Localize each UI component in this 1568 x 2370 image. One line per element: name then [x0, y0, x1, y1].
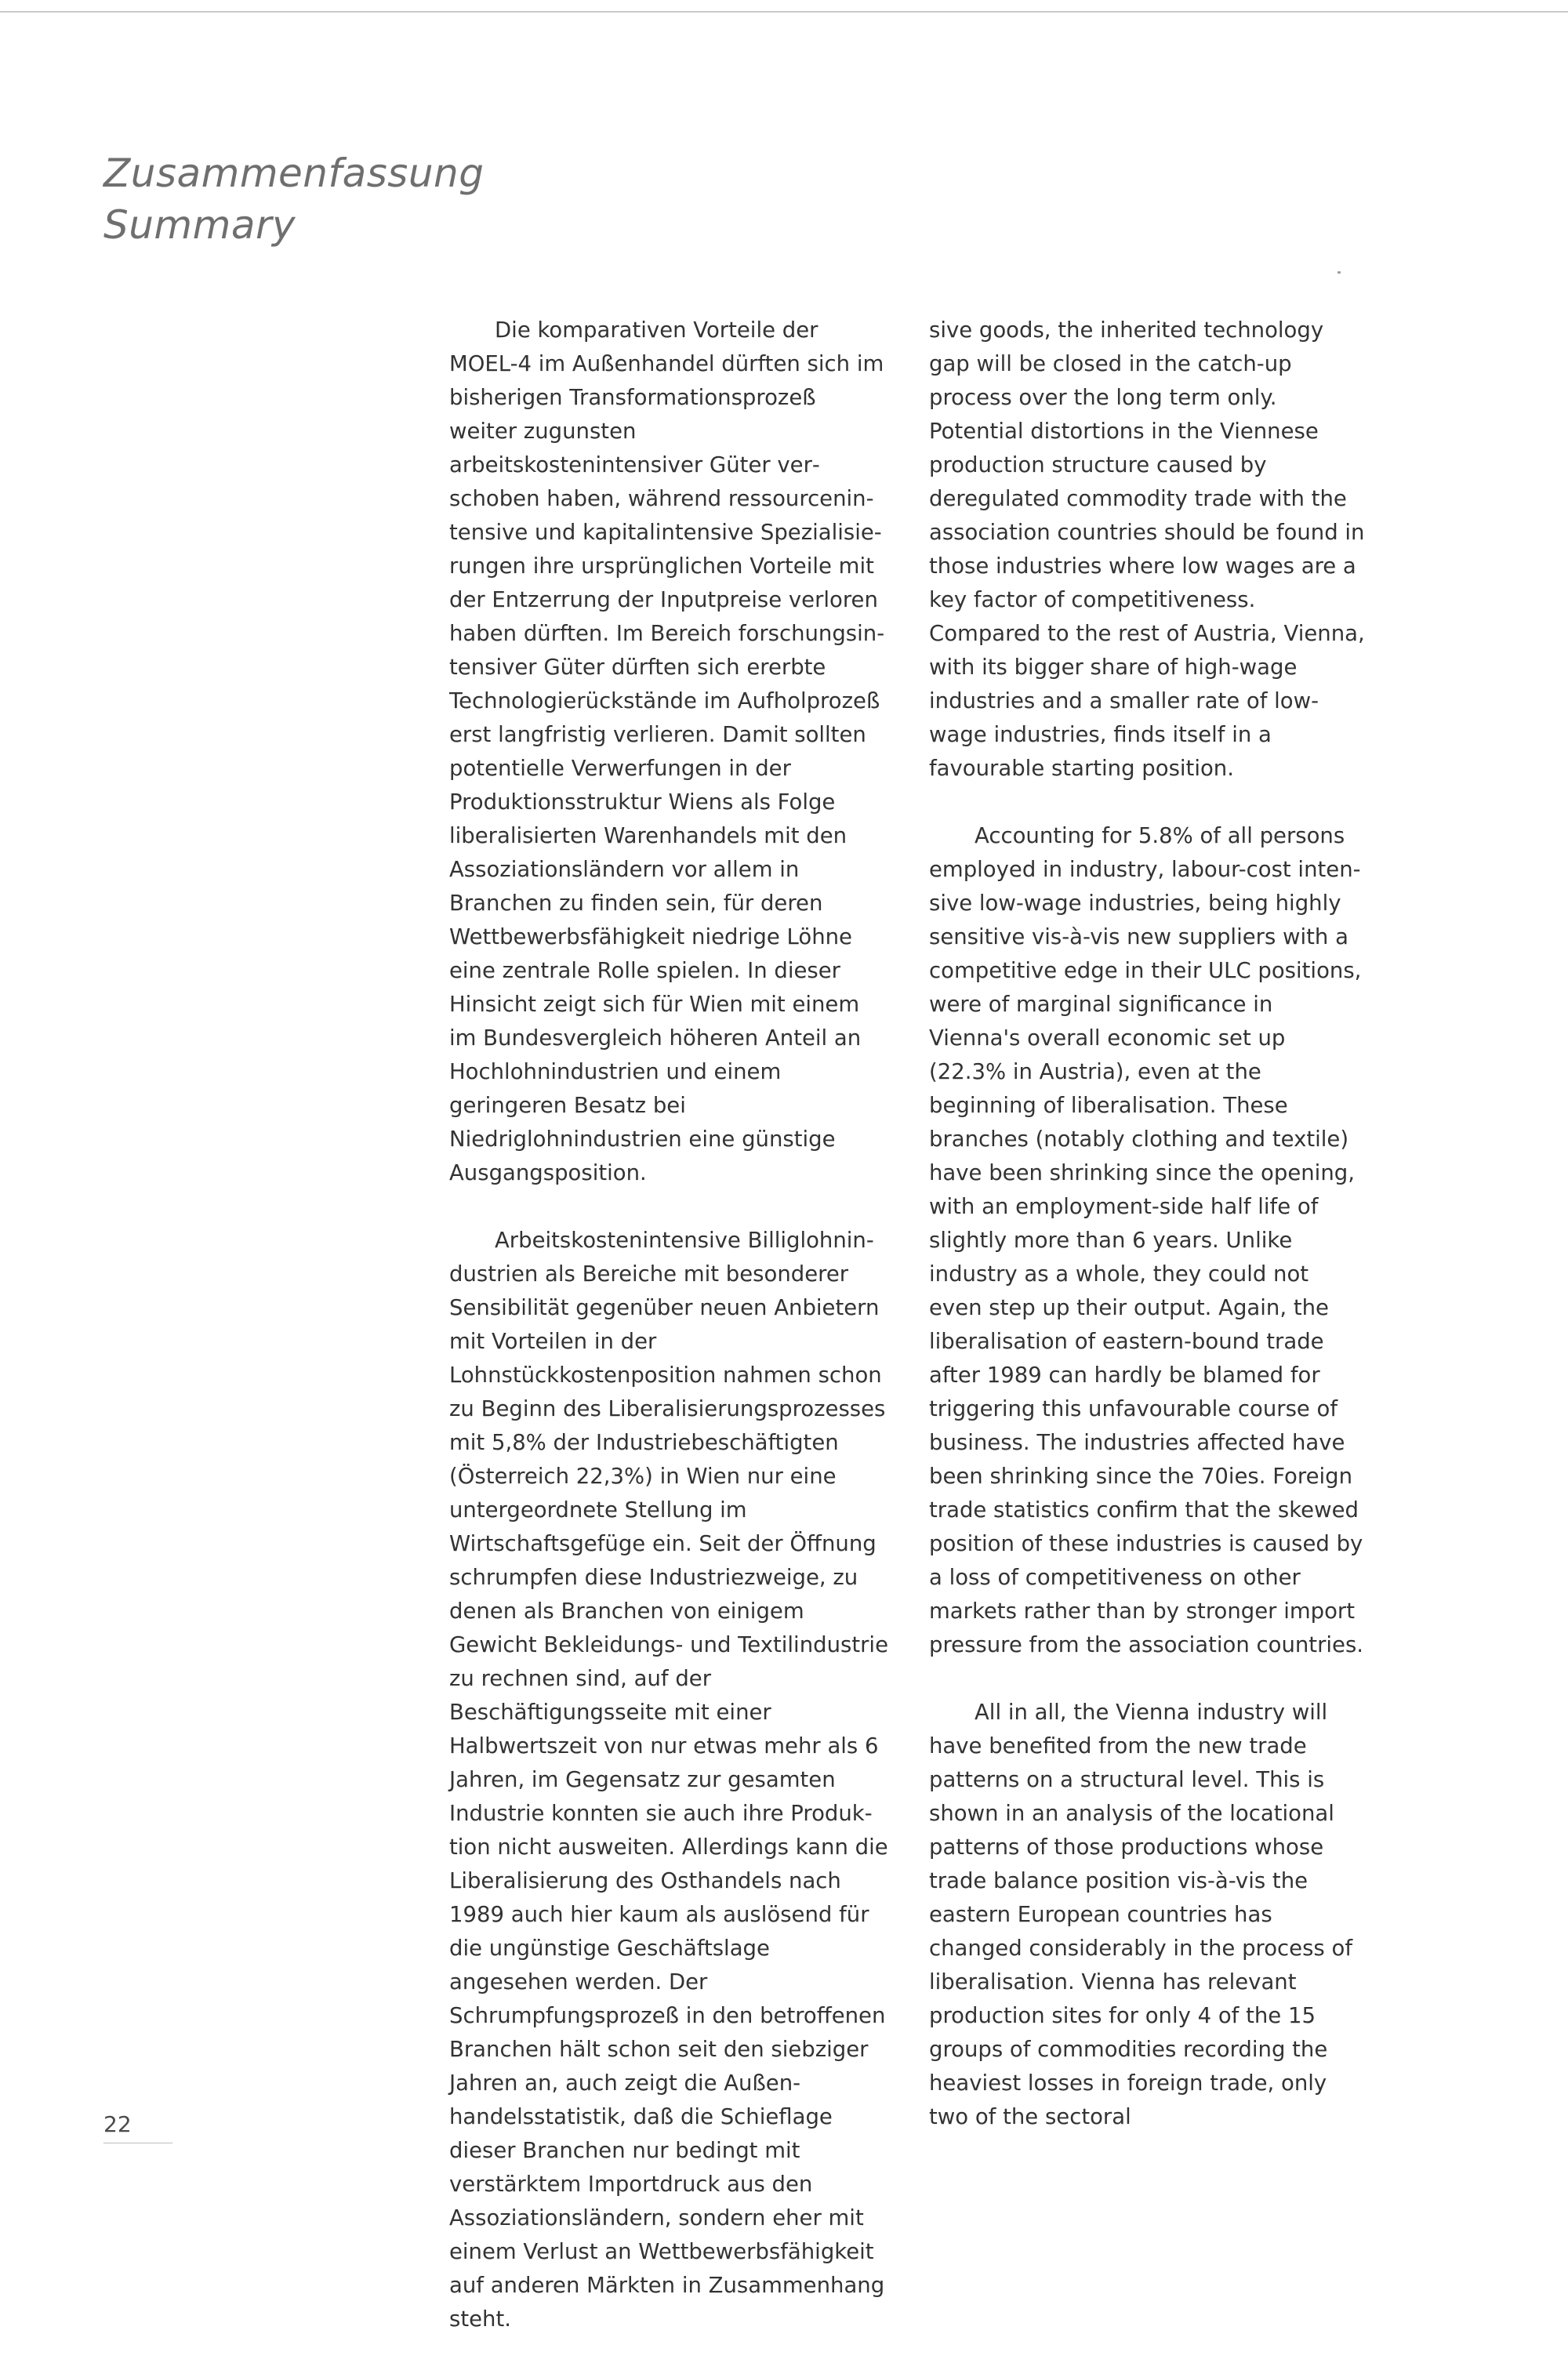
- english-paragraph-continuation: sive goods, the inherited technology gap will be closed in the catch-up process over the long term only. Potential distortions in the Viennese production structure caused by deregulated commodity trade with the association countries should be found in those industries where low wages are a key factor of competitiveness. Compared to the rest of Austria, Vienna, with its bigger share of high-wage industries and a smaller rate of low-wage industries, finds itself in a favourable starting position.: [929, 318, 1365, 781]
- english-paragraph-1: Accounting for 5.8% of all persons employed in industry, labour-cost intensive low-wage industries, being highly sensitive vis-à-vis new suppliers with a competitive edge in their ULC positions, were of marginal significance in Vienna's overall economic set up (22.3% in Austria), even at the beginning of liberalisation. These branches (notably clothing and textile) have been shrinking since the opening, with an employment-side half life of slightly more than 6 years. Unlike industry as a whole, they could not even step up their output. Again, the liberalisation of eastern-bound trade after 1989 can hardly be blamed for triggering this unfavourable course of business. The industries affected have been shrinking since the 70ies. Foreign trade statistics confirm that the skewed position of these industries is caused by a loss of competitiveness on other markets rather than by stronger import pressure from the association countries.: [929, 823, 1364, 1657]
- english-paragraph-2: All in all, the Vienna industry will have benefited from the new trade patterns on a structural level. This is shown in an analysis of the locational patterns of those productions whose trade balance position vis-à-vis the eastern European countries has changed considerably in the process of liberalisation. Vienna has relevant production sites for only 4 of the 15 groups of commodities recording the heaviest losses in foreign trade, only two of the sectoral: [929, 1700, 1352, 2129]
- page-heading: [103, 147, 484, 251]
- page-number: 22: [103, 2111, 132, 2137]
- top-rule: [0, 11, 1568, 13]
- heading-german: Zusammenfassung: [103, 151, 485, 196]
- heading-english: Summary: [103, 202, 296, 248]
- german-paragraph-1: Die komparativen Vorteile der MOEL-4 im Außenhandel dürften sich im bisherigen Transformationsprozeß weiter zugunsten arbeitskostenintensiver Güter verschoben haben, während ressourcenintensive und kapitalintensive Spezialisierungen ihre ursprünglichen Vorteile mit der Entzerrung der Inputpreise verloren haben dürften. Im Bereich forschungsintensiver Güter dürften sich ererbte Technologierückstände im Aufholprozeß erst langfristig verlieren. Damit sollten potentielle Verwerfungen in der Produktionsstruktur Wiens als Folge liberalisierten Warenhandels mit den Assoziationsländern vor allem in Branchen zu finden sein, für deren Wettbewerbsfähigkeit niedrige Löhne eine zentrale Rolle spielen. In dieser Hinsicht zeigt sich für Wien mit einem im Bundesvergleich höheren Anteil an Hochlohnindustrien und einem geringeren Besatz bei Niedriglohnindustrien eine günstige Ausgangsposition.: [449, 318, 885, 1185]
- german-text-column: [449, 314, 888, 2370]
- scan-speck: [1338, 271, 1341, 274]
- german-paragraph-2: Arbeitskostenintensive Billiglohnindustrien als Bereiche mit besonderer Sensibilität gegenüber neuen Anbietern mit Vorteilen in der Lohnstückkostenposition nahmen schon zu Beginn des Liberalisierungsprozesses mit 5,8% der Industriebeschäftigten (Österreich 22,3%) in Wien nur eine untergeordnete Stellung im Wirtschaftsgefüge ein. Seit der Öffnung schrumpfen diese Industriezweige, zu denen als Branchen von einigem Gewicht Bekleidungs- und Textilindustrie zu rechnen sind, auf der Beschäftigungsseite mit einer Halbwertszeit von nur etwas mehr als 6 Jahren, im Gegensatz zur gesamten Industrie konnten sie auch ihre Produktion nicht ausweiten. Allerdings kann die Liberalisierung des Osthandels nach 1989 auch hier kaum als auslösend für die ungünstige Geschäftslage angesehen werden. Der Schrumpfungsprozeß in den betroffenen Branchen hält schon seit den siebziger Jahren an, auch zeigt die Außenhandelsstatistik, daß die Schieflage dieser Branchen nur bedingt mit verstärktem Importdruck aus den Assoziationsländern, sondern eher mit einem Verlust an Wettbewerbsfähigkeit auf anderen Märkten in Zusammenhang steht.: [449, 1228, 888, 2332]
- english-text-column: [929, 314, 1368, 2168]
